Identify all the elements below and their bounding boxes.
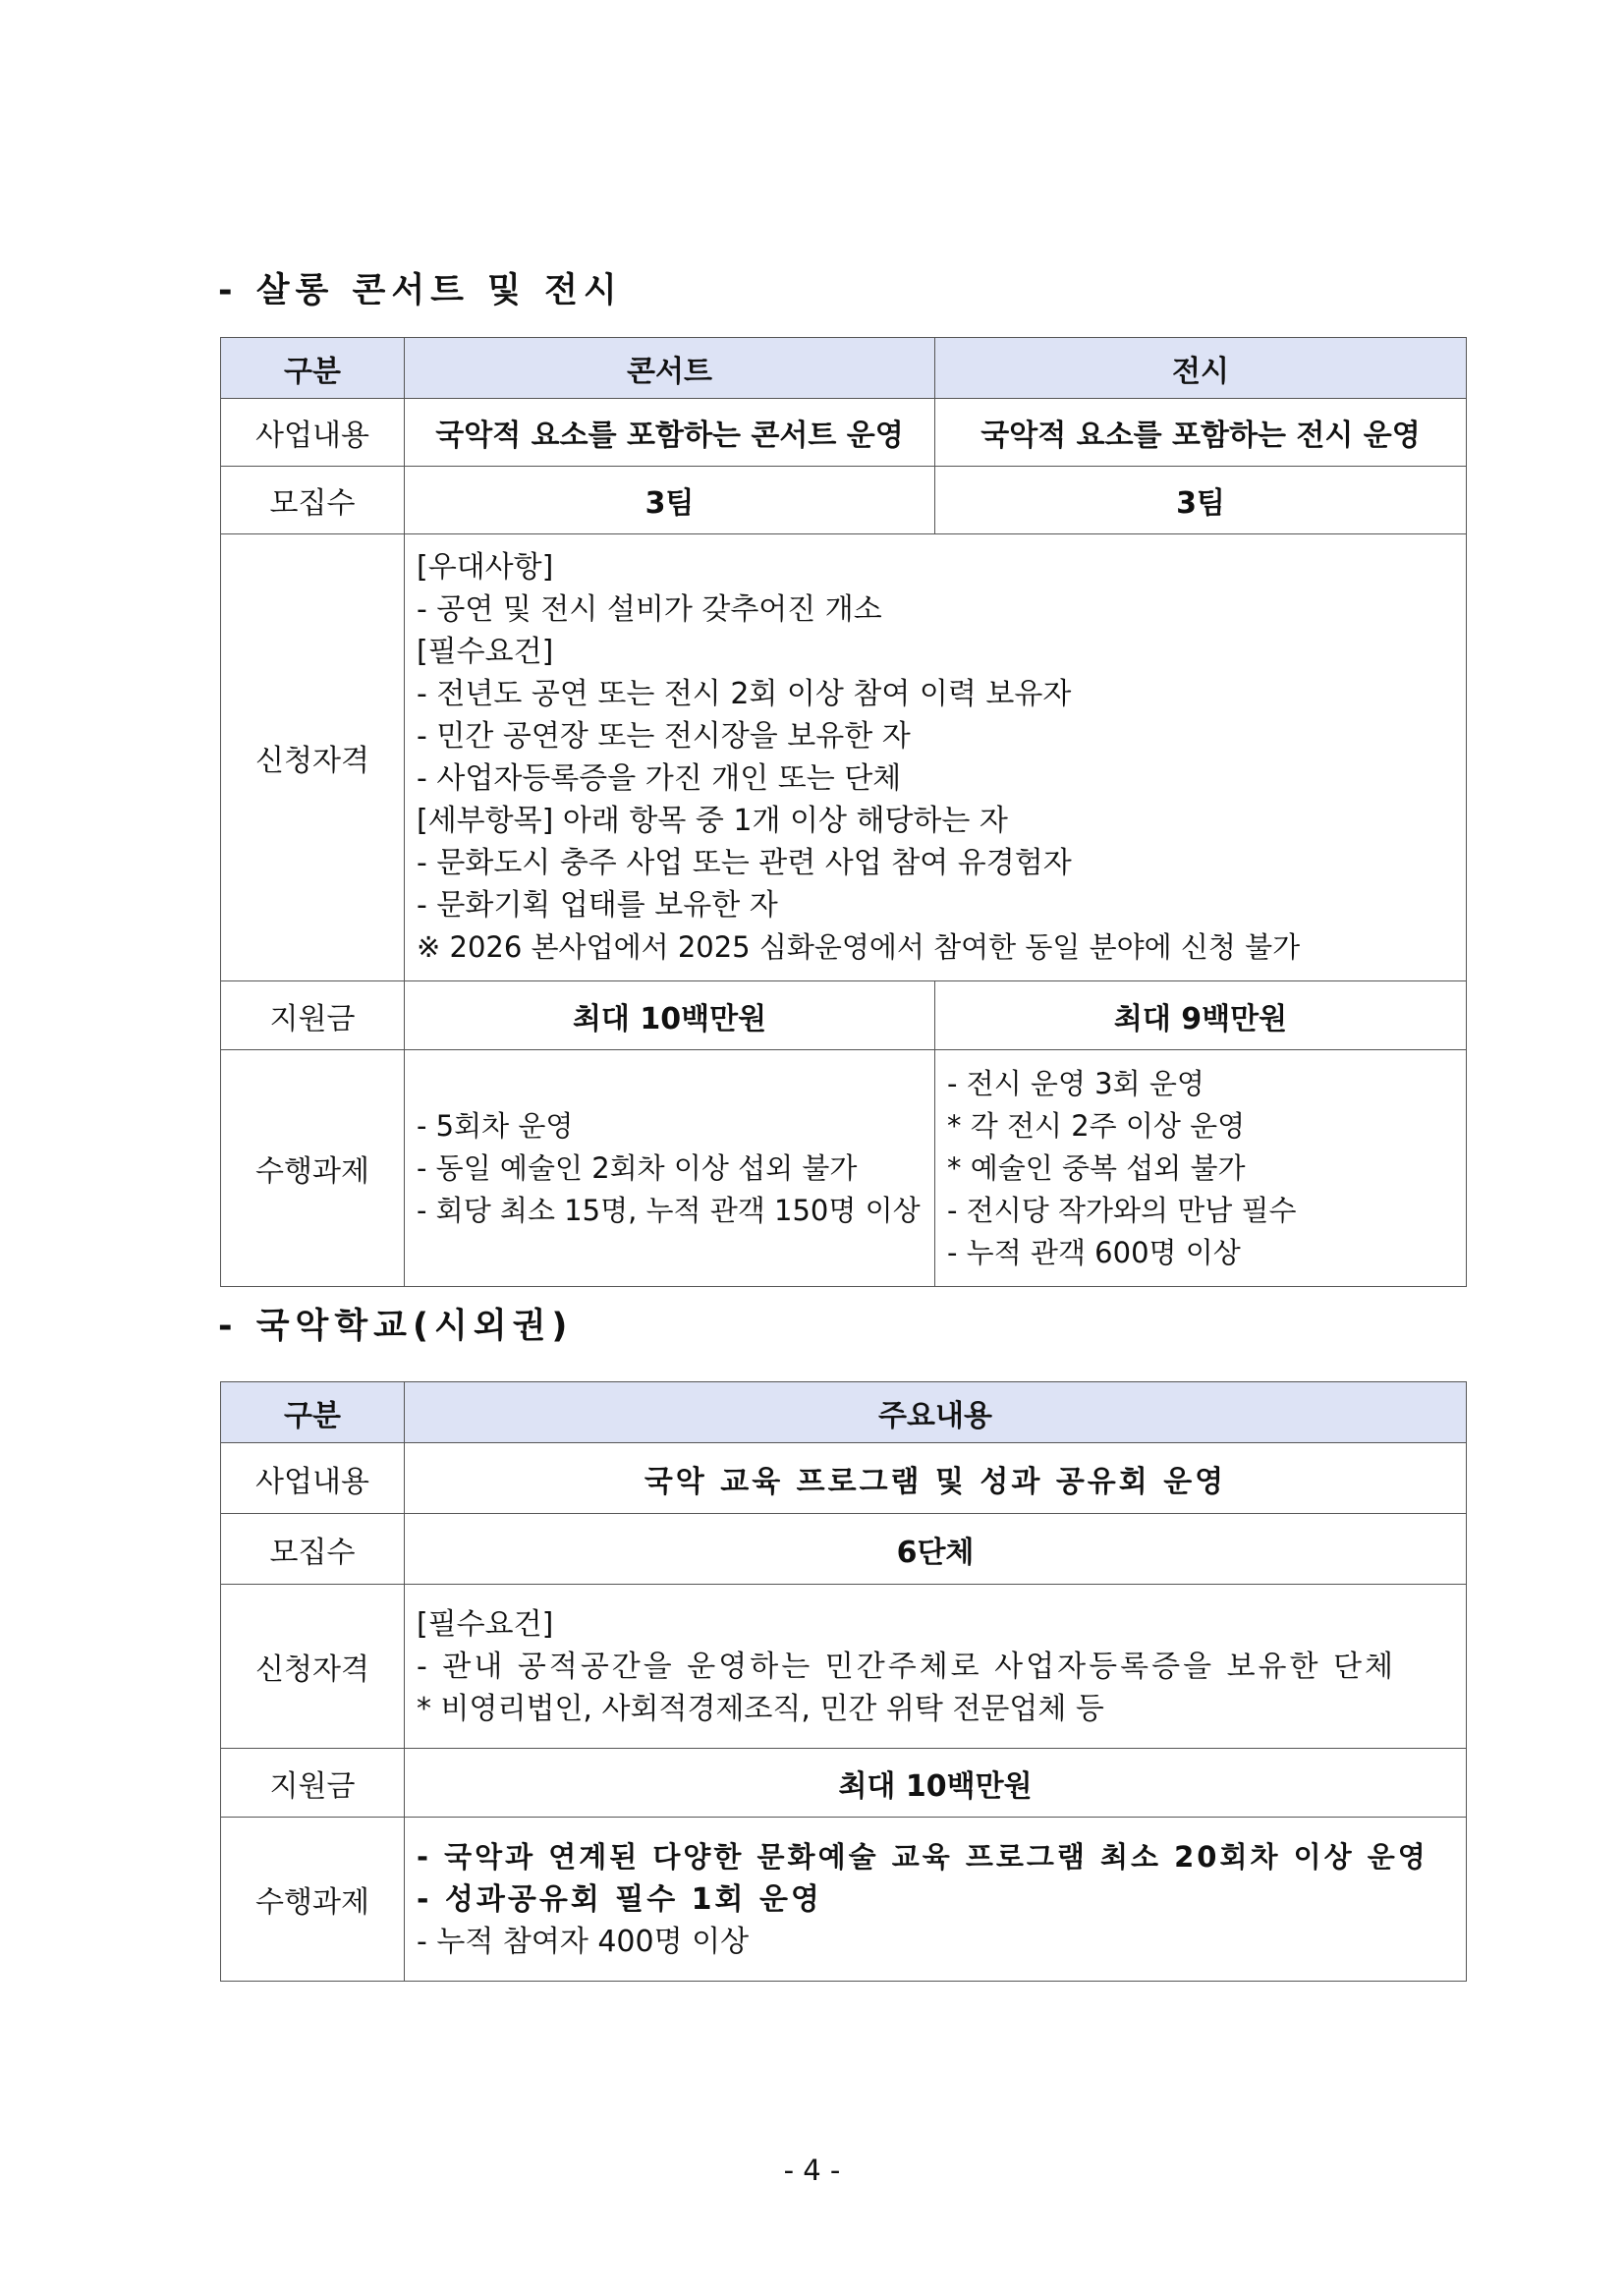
table-row — [221, 467, 1467, 534]
salon-table — [220, 337, 1467, 1287]
business-concert: 국악적 요소를 포함하는 콘서트 운영 — [405, 399, 935, 467]
task-concert-list — [405, 1050, 935, 1287]
qualification-line: - 문화기획 업태를 보유한 자 — [417, 888, 778, 923]
qualification-line: - 민간 공연장 또는 전시장을 보유한 자 — [417, 719, 911, 754]
qualification-line: [세부항목] 아래 항목 중 1개 이상 해당하는 자 — [417, 804, 1008, 838]
qualification-line: [필수요건] — [417, 635, 554, 669]
fund-exhibit: 최대 9백만원 — [935, 981, 1467, 1050]
task-line: - 누적 관객 600명 이상 — [947, 1235, 1241, 1269]
task-line: - 누적 참여자 400명 이상 — [417, 1924, 750, 1959]
task-line: * 예술인 중복 섭외 불가 — [947, 1150, 1246, 1185]
table-row — [221, 1749, 1467, 1818]
table-row — [221, 1050, 1467, 1287]
task-line: - 회당 최소 15명, 누적 관객 150명 이상 — [417, 1193, 921, 1227]
task-line: - 5회차 운영 — [417, 1108, 574, 1143]
header-exhibit: 전시 — [935, 338, 1467, 399]
qualification-list — [405, 534, 1467, 981]
fund-concert: 최대 10백만원 — [405, 981, 935, 1050]
table-row — [221, 1514, 1467, 1585]
task-line: - 전시당 작가와의 만남 필수 — [947, 1193, 1297, 1227]
qualification-line: - 관내 공적공간을 운영하는 민간주체로 사업자등록증을 보유한 단체 — [417, 1649, 1397, 1684]
qualification-line: [필수요건] — [417, 1606, 554, 1642]
row-label-recruit: 모집수 — [221, 467, 405, 534]
table-row — [221, 1443, 1467, 1514]
qualification-line: - 문화도시 충주 사업 또는 관련 사업 참여 유경험자 — [417, 846, 1072, 880]
qualification-line: - 전년도 공연 또는 전시 2회 이상 참여 이력 보유자 — [417, 677, 1072, 711]
section-heading-salon: - 살롱 콘서트 및 전시 — [218, 271, 623, 310]
qualification-note: ※ 2026 본사업에서 2025 심화운영에서 참여한 동일 분야에 신청 불가 — [417, 930, 1301, 964]
table-header-row — [221, 1382, 1467, 1443]
table-row — [221, 399, 1467, 467]
school-table — [220, 1381, 1467, 1982]
row-label-fund: 지원금 — [221, 981, 405, 1050]
task-line: * 각 전시 2주 이상 운영 — [947, 1108, 1246, 1143]
row-label-fund: 지원금 — [221, 1749, 405, 1818]
qualification-line: - 공연 및 전시 설비가 갖추어진 개소 — [417, 592, 882, 627]
qualification-line: - 사업자등록증을 가진 개인 또는 단체 — [417, 761, 902, 796]
table-row — [221, 1585, 1467, 1749]
recruit-exhibit: 3팀 — [935, 467, 1467, 534]
row-label-business: 사업내용 — [221, 399, 405, 467]
qualification-line: * 비영리법인, 사회적경제조직, 민간 위탁 전문업체 등 — [417, 1691, 1104, 1726]
page-number: - 4 - — [783, 2154, 841, 2187]
header-category: 구분 — [221, 338, 405, 399]
table-header-row — [221, 338, 1467, 399]
task-line: - 성과공유회 필수 1회 운영 — [417, 1881, 822, 1917]
business-exhibit: 국악적 요소를 포함하는 전시 운영 — [935, 399, 1467, 467]
header-category: 구분 — [221, 1382, 405, 1443]
row-label-task: 수행과제 — [221, 1050, 405, 1287]
qualification-line: [우대사항] — [417, 550, 554, 585]
row-label-business: 사업내용 — [221, 1443, 405, 1514]
recruit-content: 6단체 — [405, 1514, 1467, 1585]
row-label-qualification: 신청자격 — [221, 534, 405, 981]
task-list — [405, 1818, 1467, 1982]
task-line: - 동일 예술인 2회차 이상 섭외 불가 — [417, 1150, 858, 1185]
header-content: 주요내용 — [405, 1382, 1467, 1443]
qualification-list — [405, 1585, 1467, 1749]
task-line: - 전시 운영 3회 운영 — [947, 1066, 1204, 1100]
task-exhibit-list — [935, 1050, 1467, 1287]
row-label-task: 수행과제 — [221, 1818, 405, 1982]
fund-content: 최대 10백만원 — [405, 1749, 1467, 1818]
table-row — [221, 981, 1467, 1050]
header-concert: 콘서트 — [405, 338, 935, 399]
table-row — [221, 534, 1467, 981]
row-label-recruit: 모집수 — [221, 1514, 405, 1585]
task-line: - 국악과 연계된 다양한 문화예술 교육 프로그램 최소 20회차 이상 운영 — [417, 1839, 1428, 1874]
table-row — [221, 1818, 1467, 1982]
row-label-qualification: 신청자격 — [221, 1585, 405, 1749]
business-content: 국악 교육 프로그램 및 성과 공유회 운영 — [405, 1443, 1467, 1514]
section-heading-school: - 국악학교(시외권) — [218, 1307, 574, 1346]
recruit-concert: 3팀 — [405, 467, 935, 534]
